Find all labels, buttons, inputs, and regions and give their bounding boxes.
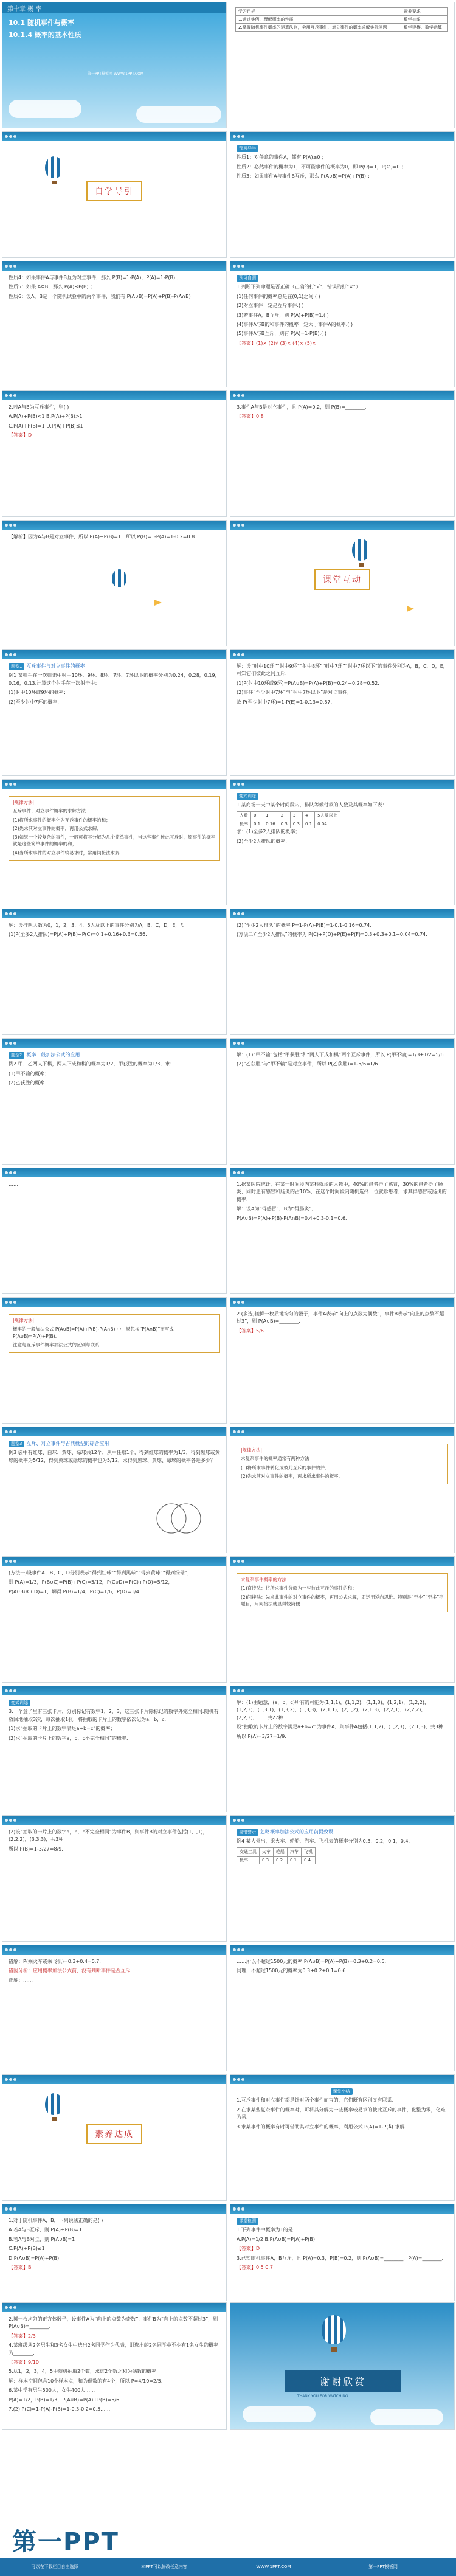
slide-method xyxy=(2,779,227,905)
goals-header-1: 学习目标 xyxy=(236,8,401,16)
cover-titles xyxy=(2,13,226,45)
question-text: 1.判断下列命题是否正确（正确的打“√”，错误的打“×”） xyxy=(237,284,361,290)
table-cell: 轮船 xyxy=(274,1847,288,1856)
answer-text: 【答案】D xyxy=(9,432,32,438)
site-label: 第一PPT模板网-WWW.1PPT.COM xyxy=(88,72,144,76)
paper-plane-icon xyxy=(154,600,162,606)
method-text: 注意与互斥事件概率加法公式的区别与联系. xyxy=(13,1342,101,1348)
slide-solution xyxy=(2,1168,227,1294)
footer-text: 第一PPT模板网 xyxy=(368,2564,398,2569)
solution-text: 解：设A为“得感冒”，B为“得肠炎”， xyxy=(237,1206,317,1212)
slide-solution xyxy=(230,1945,455,2071)
top-bar xyxy=(230,391,454,400)
method-text: 概率的一般加法公式 P(A∪B)=P(A)+P(B)-P(A∩B) 中，易忽视“P(A∩B)”而写成 P(A∪B)=P(A)+P(B). xyxy=(13,1326,174,1339)
cloud-decoration xyxy=(9,100,81,118)
slide-example xyxy=(2,649,227,776)
slide-literacy xyxy=(2,2074,227,2201)
basket-icon xyxy=(52,2117,57,2121)
top-bar xyxy=(2,1816,226,1825)
probability-table xyxy=(237,811,340,829)
property-3: 性质3：如果事件A与事件B互斥，那么 P(A∪B)=P(A)+P(B) ； xyxy=(237,173,373,179)
top-bar xyxy=(2,650,226,659)
question-item: 求：(1)至多2人排队的概率； xyxy=(237,829,300,835)
chapter-title: 第十章 概 率 xyxy=(2,2,226,13)
option-row: C.P(A)+P(B)=1 D.P(A)+P(B)≤1 xyxy=(9,423,83,429)
tag-label: 变式训练 xyxy=(237,793,258,800)
table-cell: 0.3 xyxy=(278,820,290,828)
slide-solution xyxy=(230,1038,455,1165)
top-bar xyxy=(2,1557,226,1566)
table-cell: 0.3 xyxy=(290,820,302,828)
solution-text: 解：设排队人数为0，1，2，3，4，5人及以上的事件分别为A，B，C，D，E，F. xyxy=(9,923,184,928)
solution-text: 解：(1)由题意，(a，b，c)所有的可能为(1,1,1)，(1,1,2)，(1,1,3)，(1,2,1)，(1,2,2)，(1,2,3)，(1,3,1)，(1,3,2)，(1,3,3)，(2,1,1)，(2,1,2)，(2,1,3)，(2,2,1)，(2,2,2)，(2,2,3)，……共27种. xyxy=(237,1700,429,1720)
option-row: B.若A与B对立，则 P(A∪B)=1 xyxy=(9,2236,75,2242)
question-text: 1.下列事件中概率为1的是…… xyxy=(237,2227,303,2233)
solution-text: (2)“至少2人排队”的概率 P=1-P(A)-P(B)=1-0.1-0.16=0.74. xyxy=(237,923,371,928)
method-text: 求复杂事件的概率通常有两种方法 xyxy=(241,1456,309,1462)
solution-text: …… xyxy=(9,1182,18,1187)
top-bar xyxy=(230,1298,454,1307)
question-text: 1.据某医院统计，在某一时间段内某科就诊的人数中，40%的患者得了感冒，30%的患者得了肠炎，同时患有感冒和肠炎的占10%，在这个时间段内随机选择一位就诊患者，求其得感冒或肠炎的概率. xyxy=(237,1182,447,1202)
solution-text: 错解：P(乘火车或乘飞机)=0.3+0.4=0.7. xyxy=(9,1959,101,1964)
basket-icon xyxy=(52,181,57,184)
top-bar xyxy=(2,1298,226,1307)
question-text: 3.一个盒子里有三张卡片，分别标记有数字1，2，3，这三张卡片除标记的数字外完全相同.随机有放回地抽取3次，每次抽取1张，将抽取的卡片上的数字依次记为a，b，c. xyxy=(9,1709,219,1722)
method-box xyxy=(237,1444,448,1484)
answer-text: 【答案】9/10 xyxy=(9,2359,39,2365)
slide-question xyxy=(2,390,227,517)
solution-text: P(A∪B)=P(A)+P(B)-P(A∩B)=0.4+0.3-0.1=0.6. xyxy=(237,1215,347,1221)
slide-preview xyxy=(230,131,455,258)
solution-text: 解：样本空间包含10个样本点，和为偶数的有4个，所以 P=4/10=2/5. xyxy=(9,2378,163,2384)
option-row: A.若A与B互斥，则 P(A)+P(B)=1 xyxy=(9,2227,82,2233)
property-1: 性质1：对任意的事件A，都有 P(A)≥0 ； xyxy=(237,154,326,161)
method-box xyxy=(237,1573,448,1612)
method-text: 互斥事件、对立事件概率的求解方法 xyxy=(13,808,86,814)
method-text: (2)先求其对立事件的概率，再用公式求解； xyxy=(13,825,102,831)
venn-diagram xyxy=(148,1500,209,1537)
section-heading: 自学导引 xyxy=(86,181,142,201)
question-text: 1.某商场一天中某个时间段内，排队等候付款的人数及其概率如下表： xyxy=(237,802,387,808)
property-4: 性质4：如果事件A与事件B互为对立事件，那么 P(B)=1-P(A)，P(A)=1-P(B) ； xyxy=(9,275,182,280)
method-heading: 求复杂事件概率的方法： xyxy=(241,1577,291,1582)
footer-bar xyxy=(0,2558,456,2576)
question-item: (1)任何事件的概率总是在(0,1)之间.( ) xyxy=(237,293,320,299)
solution-text: (方法二)“至少2人排队”的概率为 P(C)+P(D)+P(E)+P(F)=0.3+0.3+0.1+0.04=0.74. xyxy=(237,932,427,938)
question-item: (4)事件A与B的和事件的概率一定大于事件A的概率.( ) xyxy=(237,321,353,327)
summary-text: 1.互斥事件和对立事件都是针对两个事件而言的，它们既有区别又有联系. xyxy=(237,2097,394,2103)
question-text: 3.已知随机事件A，B互斥，且 P(A)=0.3，P(B)=0.2，则 P(A∪B)=________，P(Ā)=________. xyxy=(237,2255,443,2261)
table-cell: 0.3 xyxy=(260,1856,274,1864)
answer-text: 【答案】0.8 xyxy=(237,414,264,420)
table-cell: 0.04 xyxy=(315,820,340,828)
top-bar xyxy=(230,132,454,141)
goals-header-2: 素养要求 xyxy=(401,8,447,16)
footer-text[interactable]: WWW.1PPT.COM xyxy=(256,2564,291,2569)
solution-text: 设“抽取的卡片上的数字满足a+b=c”为事件A，则事件A包括(1,1,2)，(1,2,3)，(2,1,3)，共3种. xyxy=(237,1724,445,1730)
slide-question xyxy=(230,390,455,517)
slide-properties xyxy=(2,261,227,387)
slide-error-warning xyxy=(230,1815,455,1942)
slide-question xyxy=(230,1297,455,1424)
answer-text: 【答案】5/6 xyxy=(237,1328,264,1334)
slide-solution xyxy=(2,1815,227,1942)
solution-text: (1)P(射中10环或9环)=P(A∪B)=P(A)+P(B)=0.24+0.28=0.52. xyxy=(237,680,379,686)
footer-text: 本PPT可以修改任意内容 xyxy=(141,2564,187,2569)
balloon-icon xyxy=(322,2315,346,2344)
question-item: (2)对立事件一定是互斥事件.( ) xyxy=(237,303,304,309)
top-bar xyxy=(2,1168,226,1177)
solution-text: (方法一)设事件A、B、C、D分别表示“得到红球”“得到黑球”“得到黄球”“得到绿球”， xyxy=(9,1570,193,1576)
option-row: A.P(A)=1/2 B.P(A∪B)=P(A)+P(B) xyxy=(237,2236,315,2242)
question-item: (5)事件A与B互斥，则有 P(A)=1-P(B).( ) xyxy=(237,331,326,337)
method-box xyxy=(9,796,220,861)
table-cell: 0.2 xyxy=(274,1856,288,1864)
topic-heading: 忽略概率加法公式的应用前提致误 xyxy=(260,1829,333,1835)
solution-text: P(A)=1/2，P(B)=1/3，P(A∪B)=P(A)+P(B)=5/6. xyxy=(9,2397,121,2403)
solution-text: 7.(2) P(C)=1-P(A)-P(B)=1-0.3-0.2=0.5…… xyxy=(9,2406,111,2412)
slide-self-test xyxy=(230,261,455,387)
top-bar xyxy=(230,2204,454,2214)
property-6: 性质6：设A，B是一个随机试验中的两个事件，我们有 P(A∪B)=P(A)+P(B)-P(A∩B) . xyxy=(9,293,194,299)
solution-text: 错因分析：应用概率加法公式前，没有判断事件是否互斥. xyxy=(9,1968,132,1974)
table-cell: 4 xyxy=(303,811,315,820)
question-text: 2.若A与B为互斥事件，则( ) xyxy=(9,404,69,410)
tag-label: 题型2 xyxy=(9,1052,24,1059)
cloud-decoration xyxy=(370,2409,443,2425)
option-row: A.P(A)+P(B)<1 B.P(A)+P(B)>1 xyxy=(9,414,83,420)
brand-logo: 第一PPT xyxy=(12,2528,119,2556)
slide-quiz xyxy=(230,2204,455,2301)
top-bar xyxy=(2,521,226,530)
method-heading: |规律方法| xyxy=(13,1318,35,1323)
summary-heading: 课堂小结 xyxy=(331,2088,353,2095)
topic-heading: 互斥、对立事件与古典概型的综合应用 xyxy=(26,1441,109,1446)
property-2: 性质2：必然事件的概率为1，不可能事件的概率为0，即 P(Ω)=1，P(∅)=0 ； xyxy=(237,164,407,170)
top-bar xyxy=(230,1686,454,1695)
option-row: C.P(A)+P(B)≤1 xyxy=(9,2246,45,2252)
question-text: 2.(多选)抛掷一枚质地均匀的骰子，事件A表示“向上的点数为偶数”，事件B表示“向上的点数不超过3”，则 P(A∪B)=________. xyxy=(237,1311,444,1324)
example-item: (1)甲不输的概率； xyxy=(9,1070,50,1076)
slide-variant xyxy=(230,779,455,905)
example-text: 例2 甲、乙两人下棋，两人下成和棋的概率为1/2，甲获胜的概率为1/3，求： xyxy=(9,1061,175,1067)
answer-text: 【答案】(1)× (2)√ (3)× (4)× (5)× xyxy=(237,340,316,346)
top-bar xyxy=(230,1168,454,1177)
table-cell: 0.4 xyxy=(302,1856,316,1864)
goal-1: 1.通过实例，理解概率的性质 xyxy=(236,16,401,24)
basket-icon xyxy=(359,563,364,567)
top-bar xyxy=(230,909,454,918)
topic-heading: 互斥事件与对立事件的概率 xyxy=(26,663,85,669)
answer-text: 【答案】D xyxy=(237,2246,260,2252)
top-bar xyxy=(230,1557,454,1566)
slide-classroom xyxy=(230,520,455,646)
slide-thanks xyxy=(230,2302,455,2430)
answer-text: 【答案】0.5 0.7 xyxy=(237,2264,273,2270)
question-item: (2)求“抽取的卡片上的数字a，b，c不完全相同”的概率. xyxy=(9,1735,128,1741)
method-box xyxy=(9,1314,220,1353)
solution-text: (2)事件“至少射中7环”与“射中7环以下”是对立事件， xyxy=(237,690,353,696)
table-cell: 0 xyxy=(251,811,263,820)
property-5: 性质5：如果 A⊆B，那么 P(A)≤P(B) ； xyxy=(9,284,95,290)
answer-text: 【答案】B xyxy=(9,2264,32,2270)
table-cell: 3 xyxy=(290,811,302,820)
section-heading: 课堂互动 xyxy=(314,569,370,590)
slide-goals xyxy=(230,2,455,128)
table-cell: 概率 xyxy=(237,820,251,828)
summary-text: 3.求某事件的概率有时可借助其对立事件的概率，利用公式 P(A)=1-P(Ā) 求解. xyxy=(237,2124,407,2130)
top-bar xyxy=(230,650,454,659)
top-bar xyxy=(2,2204,226,2214)
thanks-subtitle: THANK YOU FOR WATCHING xyxy=(297,2394,348,2398)
slide-solution xyxy=(2,520,227,646)
solution-text: (2)设“抽取的卡片上的数字a，b，c不完全相同”为事件B，则事件B的对立事件包括(1,1,1)，(2,2,2)，(3,3,3)，共3种. xyxy=(9,1829,208,1843)
top-bar xyxy=(2,1686,226,1695)
tag-label: 题型3 xyxy=(9,1441,24,1447)
topic-heading: 概率一般加法公式的应用 xyxy=(26,1052,80,1058)
slide-solution xyxy=(2,1945,227,2071)
table-cell: 0.1 xyxy=(303,820,315,828)
question-item: (2)至少2人排队的概率. xyxy=(237,838,287,844)
literacy-2: 数学建模、数学运算 xyxy=(401,24,447,32)
method-text: (1)将所求事件转化成彼此互斥的事件的并； xyxy=(241,1464,330,1470)
tag-label: 课堂检测 xyxy=(237,2218,258,2225)
balloon-icon xyxy=(112,569,126,587)
method-text: (4)当所求事件的对立事件较易求时，常用间接法求解. xyxy=(13,850,122,856)
slide-quiz xyxy=(2,2302,227,2430)
solution-text: 同理，不超过1500元的概率为0.3+0.2+0.1=0.6. xyxy=(237,1968,347,1974)
question-text: 1.对于随机事件A，B，下列说法正确的是( ) xyxy=(9,2218,103,2223)
section-title: 10.1 随机事件与概率 xyxy=(9,19,74,27)
tag-label: 题型1 xyxy=(9,663,24,670)
slide-example xyxy=(2,1427,227,1553)
section-heading: 素养达成 xyxy=(86,2124,142,2144)
solution-text: 【解析】因为A与B是对立事件，所以 P(A)+P(B)=1，所以 P(B)=1-P(A)=1-0.2=0.8. xyxy=(9,534,196,539)
basket-icon xyxy=(331,2347,337,2352)
top-bar xyxy=(230,1816,454,1825)
paper-plane-icon xyxy=(407,606,414,612)
tag-label: 变式训练 xyxy=(9,1700,30,1706)
option-row: D.P(A∪B)=P(A)+P(B) xyxy=(9,2255,60,2261)
solution-text: 解：设“射中10环”“射中9环”“射中8环”“射中7环”“射中7环以下”的事件分别为A，B，C，D，E，可知它们彼此之间互斥. xyxy=(237,663,448,677)
top-bar xyxy=(2,391,226,400)
solution-text: (1)P(至多2人排队)=P(A)+P(B)+P(C)=0.1+0.16+0.3=0.56. xyxy=(9,932,147,938)
method-text: (2)间接法：先求此事件的对立事件的概率，再用公式求解，即运用逆向思维。特别是“至少”“至多”型题目，用间接法就显得较简便. xyxy=(241,1594,444,1607)
solution-text: 所以 P(B)=1-3/27=8/9. xyxy=(9,1846,63,1852)
solution-text: 6.某中学有男生500人，女生400人…… xyxy=(9,2387,95,2394)
literacy-1: 数学抽象 xyxy=(401,16,447,24)
table-cell: 飞机 xyxy=(302,1847,316,1856)
table-cell: 概率 xyxy=(237,1856,260,1864)
slide-method xyxy=(230,1427,455,1553)
table-cell: 5人及以上 xyxy=(315,811,340,820)
slide-variant xyxy=(230,1168,455,1294)
goal-2: 2.掌握随机事件概率的运算法则，会用互斥事件、对立事件的概率求解实际问题 xyxy=(236,24,401,32)
table-cell: 0.1 xyxy=(251,820,263,828)
top-bar xyxy=(230,1427,454,1436)
method-heading: |规律方法| xyxy=(241,1447,263,1453)
transport-table xyxy=(237,1847,316,1865)
example-text: 例3 袋中有红球、白球、黄球、绿球共12个，从中任取1个，得到红球的概率为1/3，得到黑球或黄球的概率为5/12，得到黄球或绿球的概率也为5/12，求得到黑球、黄球、绿球的概率各是多少？ xyxy=(9,1450,220,1463)
table-cell: 0.1 xyxy=(288,1856,302,1864)
cloud-decoration xyxy=(243,2406,316,2422)
method-text: (2)先求其对立事件的概率，再求所求事件的概率. xyxy=(241,1473,340,1479)
table-cell: 1 xyxy=(263,811,278,820)
goals-table xyxy=(235,7,448,32)
table-cell: 交通工具 xyxy=(237,1847,260,1856)
question-text: 3.事件A与B是对立事件，且 P(A)=0.2，则 P(B)=________. xyxy=(237,404,367,410)
example-item: (2)乙获胜的概率. xyxy=(9,1080,46,1086)
example-text: 例1 某射手在一次射击中射中10环、9环、8环、7环、7环以下的概率分别为0.24，0.28，0.19，0.16，0.13.计算这个射手在一次射击中： xyxy=(9,673,220,686)
slide-method xyxy=(2,1297,227,1424)
slide-solution xyxy=(230,1686,455,1812)
answer-text: 【答案】2/3 xyxy=(9,2333,36,2339)
summary-text: 2.在求某些复杂事件的概率时，可将其分解为一些概率较易求的彼此互斥的事件，化整为零，化难为易. xyxy=(237,2107,446,2121)
footer-ad xyxy=(0,2432,456,2576)
slide-cover xyxy=(2,2,227,128)
slide-solution xyxy=(230,649,455,776)
question-text: 5.从1，2，3，4，5中随机抽取2个数，求这2个数之和为偶数的概率. xyxy=(9,2369,158,2375)
cloud-decoration xyxy=(136,106,221,123)
question-text: 2.掷一枚均匀的正方体骰子，设事件A为“向上的点数为奇数”，事件B为“向上的点数不超过3”，则 P(A∪B)=________. xyxy=(9,2316,218,2330)
table-cell: 火车 xyxy=(260,1847,274,1856)
slide-method xyxy=(230,1556,455,1683)
tag-label: 易错警示 xyxy=(237,1829,258,1836)
solution-text: ……所以不超过1500元的概率 P(A∪B)=P(A)+P(B)=0.3+0.2=0.5. xyxy=(237,1959,387,1964)
example-item: (2)至少射中7环的概率. xyxy=(9,699,59,705)
top-bar xyxy=(2,909,226,918)
top-bar xyxy=(230,1945,454,1955)
method-heading: |规律方法| xyxy=(13,800,35,805)
method-text: (1)将所求事件的概率化为互斥事件的概率的和； xyxy=(13,817,111,823)
tag-label: 预习自测 xyxy=(237,275,258,282)
slide-summary xyxy=(230,2074,455,2201)
top-bar xyxy=(2,1039,226,1048)
subsection-title: 10.1.4 概率的基本性质 xyxy=(9,30,81,39)
method-text: (3)如果一个较复杂的事件，一般可将其分解为几个简单事件，当这些事件彼此互斥时，原事件的概率就是这些简单事件的概率的和； xyxy=(13,834,216,847)
solution-text: 解：(1)“甲不输”包括“甲获胜”和“两人下成和棋”两个互斥事件，所以 P(甲不输)=1/3+1/2=5/6. xyxy=(237,1052,446,1058)
question-text: 4.某班级从2名男生和3名女生中选出2名同学作为代表，则选出的2名同学中至少有1名女生的概率为________. xyxy=(9,2342,219,2356)
top-bar xyxy=(230,1039,454,1048)
slide-solution xyxy=(230,909,455,1035)
top-bar xyxy=(2,780,226,789)
top-bar xyxy=(2,1427,226,1436)
top-bar xyxy=(230,261,454,271)
slide-quiz xyxy=(2,2204,227,2301)
solution-text: P(A∪B∪C∪D)=1，解得 P(B)=1/4，P(C)=1/6，P(D)=1/4. xyxy=(9,1588,141,1594)
tag-label: 预习导学 xyxy=(237,145,258,152)
table-cell: 2 xyxy=(278,811,290,820)
solution-text: 所以 P(A)=3/27=1/9. xyxy=(237,1733,286,1739)
footer-text: 可以在下载栏目自由选择 xyxy=(31,2564,78,2569)
question-item: (1)求“抽取的卡片上的数字满足a+b=c”的概率； xyxy=(9,1726,116,1732)
slide-solution xyxy=(2,1556,227,1683)
top-bar xyxy=(2,261,226,271)
top-bar xyxy=(2,2303,226,2312)
solution-text: (2)“乙获胜”与“甲不输”是对立事件，所以 P(乙获胜)=1-5/6=1/6. xyxy=(237,1061,380,1067)
table-cell: 汽车 xyxy=(288,1847,302,1856)
example-text: 例4 某人外出，乘火车、轮船、汽车、飞机去的概率分别为0.3，0.2，0.1，0.4. xyxy=(237,1838,410,1844)
solution-text: 则 P(A)=1/3，P(B∪C)=P(B)+P(C)=5/12，P(C∪D)=P(C)+P(D)=5/12， xyxy=(9,1579,173,1585)
solution-text: 故 P(至少射中7环)=1-P(E)=1-0.13=0.87. xyxy=(237,699,333,705)
top-bar xyxy=(230,2075,454,2084)
slide-self-study xyxy=(2,131,227,258)
thanks-title: 谢谢欣赏 xyxy=(285,2370,401,2392)
balloon-icon xyxy=(45,156,63,178)
solution-text: 正解：…… xyxy=(9,1977,33,1983)
slide-example xyxy=(2,1038,227,1165)
top-bar xyxy=(230,780,454,789)
balloon-icon xyxy=(352,539,370,561)
question-item: (3)若事件A，B互斥，则 P(A)+P(B)=1.( ) xyxy=(237,312,329,318)
balloon-icon xyxy=(45,2093,63,2115)
example-item: (1)射中10环或9环的概率； xyxy=(9,690,69,696)
table-cell: 人数 xyxy=(237,811,251,820)
top-bar xyxy=(2,1945,226,1955)
table-cell: 0.16 xyxy=(263,820,278,828)
slide-variant xyxy=(2,1686,227,1812)
slide-solution xyxy=(2,909,227,1035)
method-text: (1)直接法：将所求事件分解为一些彼此互斥的事件的和； xyxy=(241,1585,357,1591)
